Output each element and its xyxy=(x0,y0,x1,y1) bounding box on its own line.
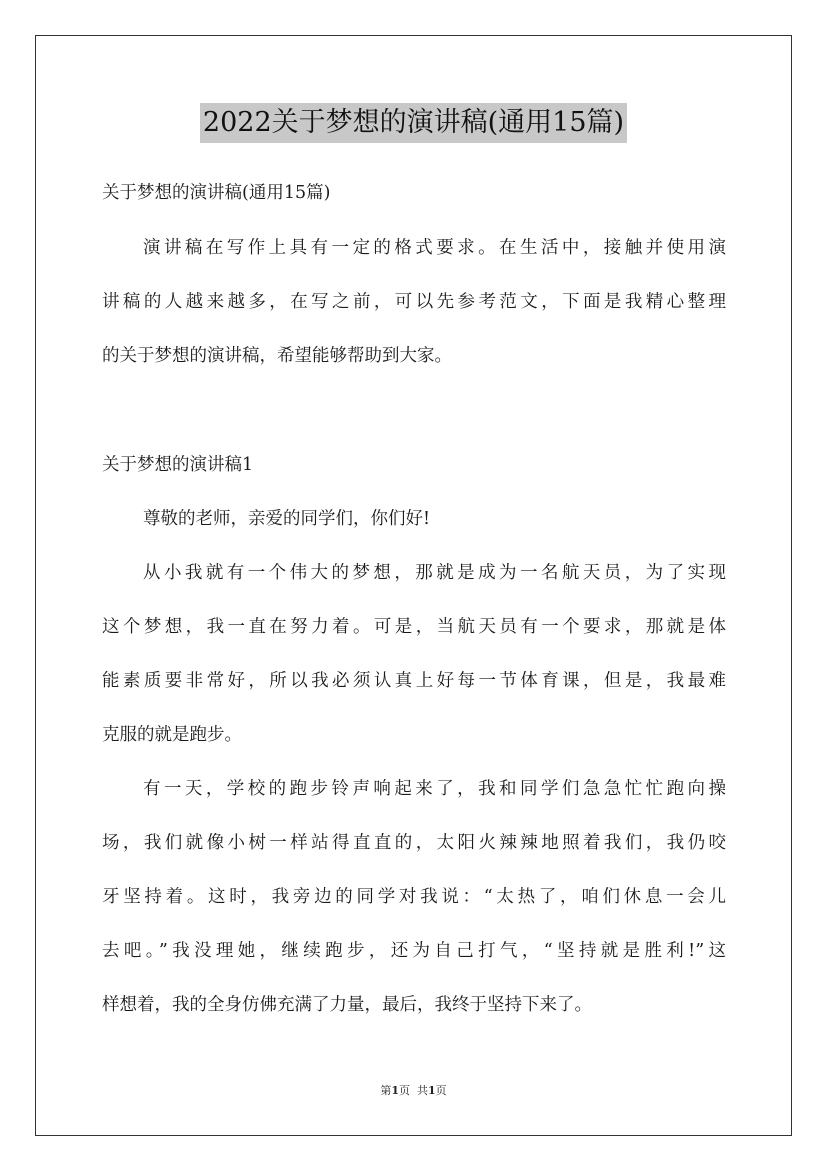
intro-line: 讲稿的人越来越多，在写之前，可以先参考范文，下面是我精心整理 xyxy=(102,292,726,312)
subtitle: 关于梦想的演讲稿(通用15篇) xyxy=(102,183,331,203)
total-suffix: 页 xyxy=(435,1084,447,1097)
paragraph-line: 去吧。”我没理她，继续跑步，还为自己打气，“坚持就是胜利!”这 xyxy=(102,941,726,961)
paragraph-line: 克服的就是跑步。 xyxy=(102,725,242,745)
page-footer xyxy=(0,1083,827,1099)
intro-line: 演讲稿在写作上具有一定的格式要求。在生活中，接触并使用演 xyxy=(143,238,726,258)
total-prefix: 共 xyxy=(417,1084,428,1097)
paragraph-line: 从小我就有一个伟大的梦想，那就是成为一名航天员，为了实现 xyxy=(143,563,726,583)
paragraph-line: 牙坚持着。这时，我旁边的同学对我说：“太热了，咱们休息一会儿 xyxy=(102,887,726,907)
page-suffix: 页 xyxy=(399,1084,410,1097)
greeting: 尊敬的老师，亲爱的同学们，你们好! xyxy=(143,509,431,529)
paragraph-line: 样想着，我的全身仿佛充满了力量，最后，我终于坚持下来了。 xyxy=(102,995,592,1015)
paragraph-line: 场，我们就像小树一样站得直直的，太阳火辣辣地照着我们，我仍咬 xyxy=(102,833,726,853)
paragraph-line: 能素质要非常好，所以我必须认真上好每一节体育课，但是，我最难 xyxy=(102,671,726,691)
page-total: 1 xyxy=(428,1084,436,1097)
section-heading: 关于梦想的演讲稿1 xyxy=(102,455,254,475)
document-title-text: 2022关于梦想的演讲稿(通用15篇) xyxy=(200,103,627,143)
paragraph-line: 这个梦想，我一直在努力着。可是，当航天员有一个要求，那就是体 xyxy=(102,617,726,637)
paragraph-line: 有一天，学校的跑步铃声响起来了，我和同学们急急忙忙跑向操 xyxy=(143,779,726,799)
page-current: 1 xyxy=(391,1084,399,1097)
document-title xyxy=(0,103,827,143)
page-prefix: 第 xyxy=(380,1084,392,1097)
intro-line: 的关于梦想的演讲稿，希望能够帮助到大家。 xyxy=(102,346,452,366)
